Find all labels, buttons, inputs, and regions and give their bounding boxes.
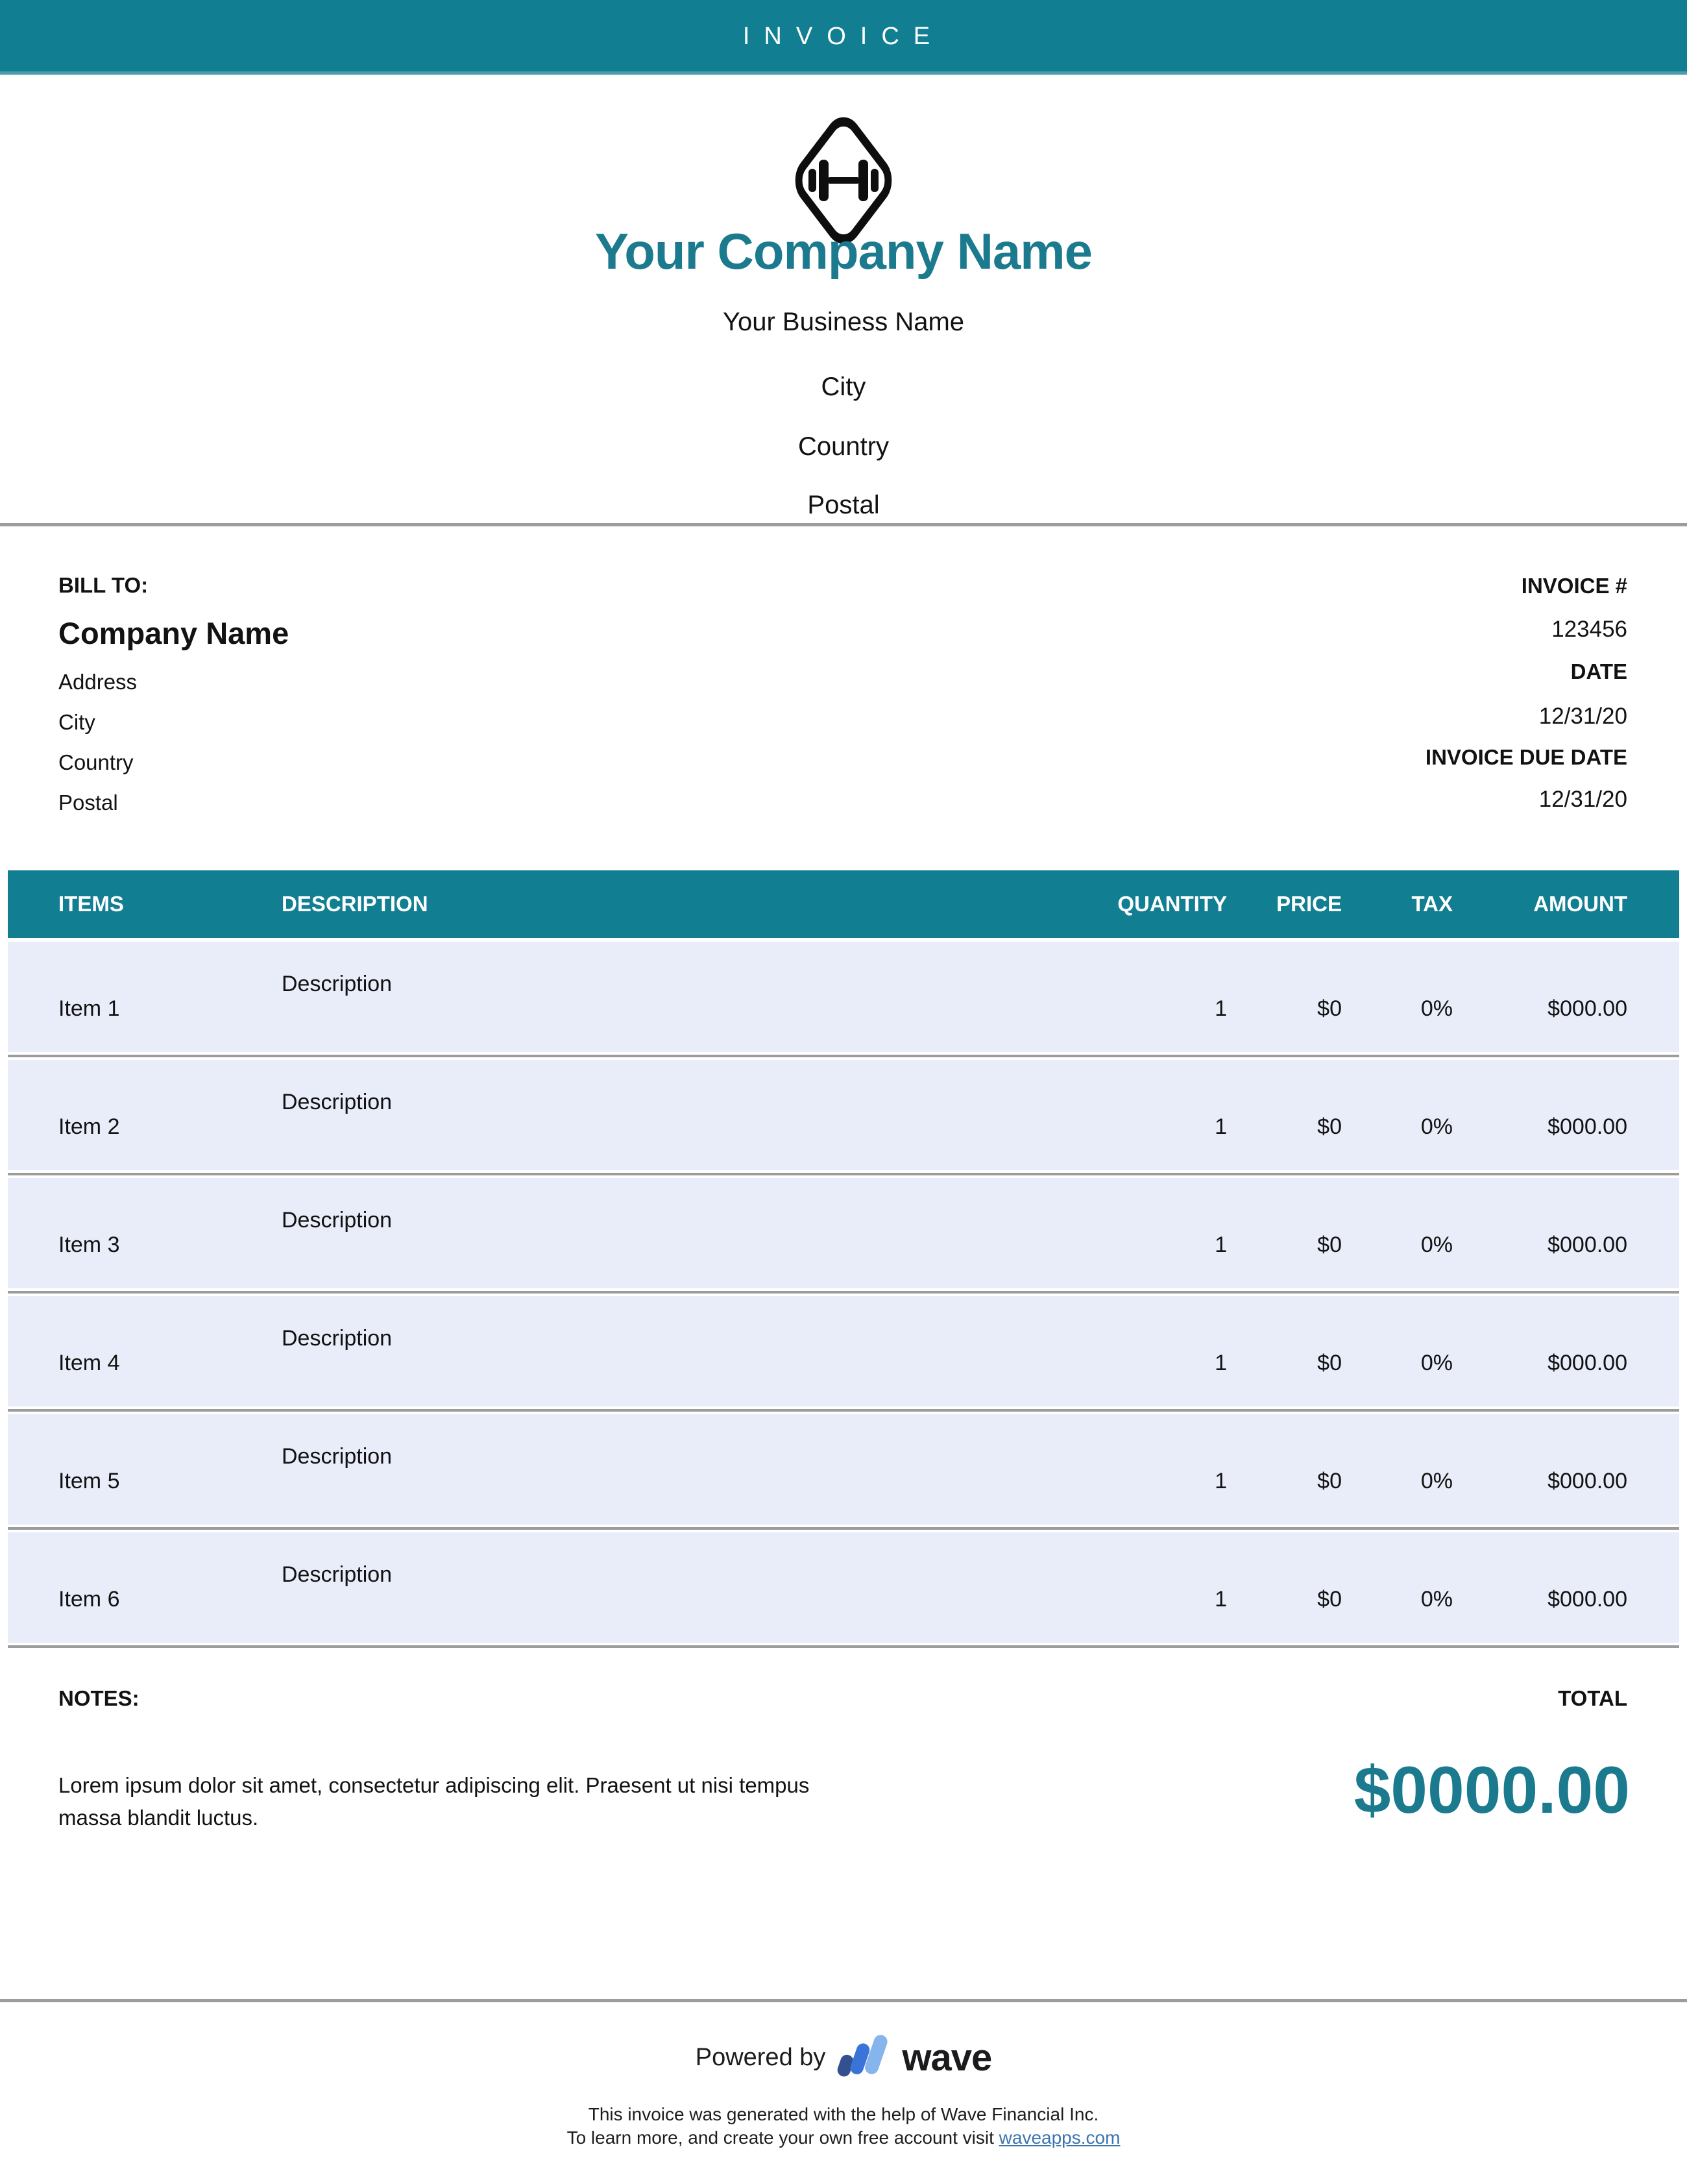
invoice-date-label: DATE: [1570, 659, 1627, 683]
price-cell: $0: [1317, 1469, 1342, 1493]
top-banner: [0, 0, 1687, 75]
amount-cell: $000.00: [1547, 1114, 1627, 1139]
price-cell: $0: [1317, 1233, 1342, 1257]
amount-cell: $000.00: [1547, 1351, 1627, 1375]
row-separator: [8, 1052, 1679, 1060]
description-cell: Description: [282, 1444, 393, 1469]
item-cell: Item 2: [58, 1114, 120, 1139]
table-row: [8, 1296, 1679, 1406]
tax-cell: 0%: [1420, 1351, 1453, 1375]
column-header-description: DESCRIPTION: [282, 892, 428, 916]
row-separator: [8, 1170, 1679, 1178]
description-cell: Description: [282, 972, 393, 996]
amount-cell: $000.00: [1547, 1233, 1627, 1257]
item-cell: Item 1: [58, 996, 120, 1021]
page-title: INVOICE: [742, 23, 945, 50]
amount-cell: $000.00: [1547, 1469, 1627, 1493]
notes-label: NOTES:: [58, 1686, 140, 1710]
business-name: Your Business Name: [722, 308, 965, 336]
quantity-cell: 1: [1215, 1587, 1227, 1612]
powered-by-text: Powered by: [695, 2043, 826, 2071]
bill-to-address: Address: [58, 670, 138, 694]
amount-cell: $000.00: [1547, 996, 1627, 1021]
amount-cell: $000.00: [1547, 1587, 1627, 1612]
item-cell: Item 3: [58, 1233, 120, 1257]
tax-cell: 0%: [1420, 1587, 1453, 1612]
invoice-due-date-label: INVOICE DUE DATE: [1425, 745, 1627, 769]
quantity-cell: 1: [1215, 996, 1227, 1021]
table-row: [8, 1532, 1679, 1643]
company-name: Your Company Name: [594, 223, 1093, 280]
total-amount: $0000.00: [1353, 1753, 1630, 1827]
bill-to-country: Country: [58, 750, 134, 774]
header-country: Country: [797, 432, 890, 461]
wave-wordmark: wave: [902, 2036, 992, 2079]
column-header-amount: AMOUNT: [1533, 892, 1627, 916]
bill-to-postal: Postal: [58, 791, 118, 815]
powered-by-row: [0, 2030, 1687, 2085]
header-postal: Postal: [807, 491, 880, 519]
table-row: [8, 942, 1679, 1052]
header-divider: [0, 523, 1687, 526]
column-header-tax: TAX: [1411, 892, 1453, 916]
footer-divider: [0, 1999, 1687, 2002]
footer-learn-more-text: [0, 2128, 1687, 2148]
wave-logo-icon: [837, 2033, 890, 2082]
item-cell: Item 5: [58, 1469, 120, 1493]
table-body: [8, 942, 1679, 1650]
quantity-cell: 1: [1215, 1233, 1227, 1257]
table-row: [8, 1060, 1679, 1170]
quantity-cell: 1: [1215, 1114, 1227, 1139]
column-header-items: ITEMS: [58, 892, 124, 916]
footer-learn-more-prefix: To learn more, and create your own free account visit: [566, 2128, 999, 2148]
invoice-number-label: INVOICE #: [1521, 574, 1627, 598]
header-city: City: [821, 373, 866, 401]
price-cell: $0: [1317, 1351, 1342, 1375]
description-cell: Description: [282, 1562, 393, 1587]
tax-cell: 0%: [1420, 996, 1453, 1021]
description-cell: Description: [282, 1208, 393, 1233]
table-header-row: [8, 870, 1679, 938]
tax-cell: 0%: [1420, 1233, 1453, 1257]
description-cell: Description: [282, 1090, 393, 1114]
tax-cell: 0%: [1420, 1114, 1453, 1139]
footer-generated-text: This invoice was generated with the help of Wave Financial Inc.: [588, 2104, 1099, 2124]
table-row: [8, 1178, 1679, 1288]
bill-to-label: BILL TO:: [58, 573, 149, 597]
bill-to-city: City: [58, 710, 95, 734]
total-label: TOTAL: [1558, 1686, 1627, 1710]
notes-text: Lorem ipsum dolor sit amet, consectetur adipiscing elit. Praesent ut nisi tempus massa blandit luctus.: [58, 1773, 810, 1830]
item-cell: Item 6: [58, 1587, 120, 1612]
price-cell: $0: [1317, 996, 1342, 1021]
invoice-number: 123456: [1551, 617, 1627, 642]
invoice-date: 12/31/20: [1538, 704, 1627, 729]
table-row: [8, 1414, 1679, 1525]
column-header-quantity: QUANTITY: [1117, 892, 1227, 916]
waveapps-link[interactable]: waveapps.com: [999, 2128, 1121, 2148]
row-separator: [8, 1643, 1679, 1650]
price-cell: $0: [1317, 1587, 1342, 1612]
invoice-due-date: 12/31/20: [1538, 787, 1627, 812]
line-items-table: [8, 870, 1679, 1650]
description-cell: Description: [282, 1326, 393, 1351]
row-separator: [8, 1406, 1679, 1414]
quantity-cell: 1: [1215, 1351, 1227, 1375]
bill-to-company-name: Company Name: [58, 616, 289, 650]
tax-cell: 0%: [1420, 1469, 1453, 1493]
row-separator: [8, 1288, 1679, 1296]
row-separator: [8, 1525, 1679, 1532]
price-cell: $0: [1317, 1114, 1342, 1139]
item-cell: Item 4: [58, 1351, 120, 1375]
column-header-price: PRICE: [1276, 892, 1342, 916]
quantity-cell: 1: [1215, 1469, 1227, 1493]
